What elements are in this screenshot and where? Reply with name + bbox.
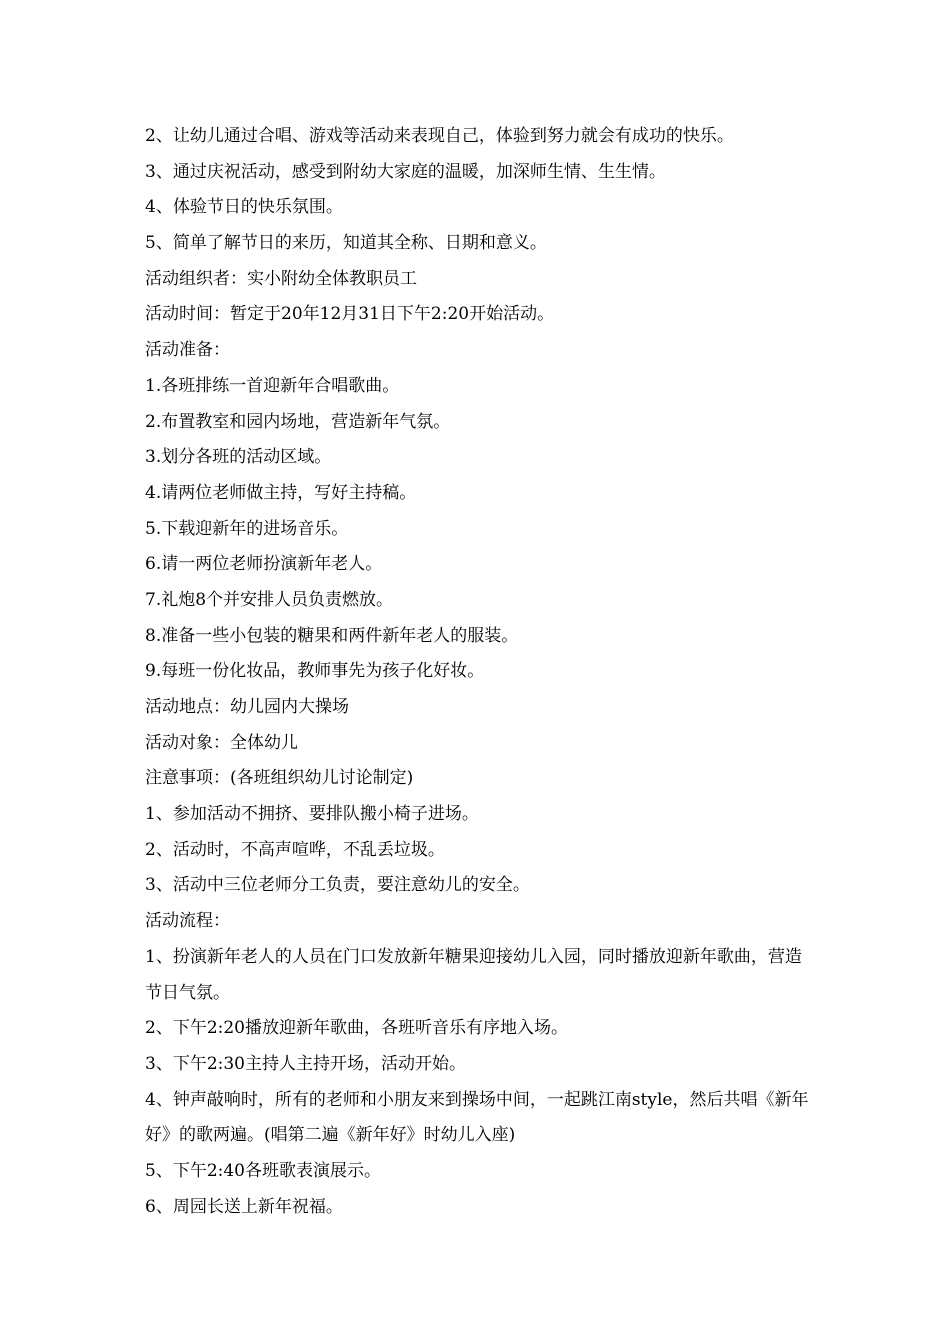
prep-item-6: 6.请一两位老师扮演新年老人。 bbox=[145, 554, 383, 575]
prep-item-9: 9.每班一份化妆品，教师事先为孩子化好妆。 bbox=[145, 661, 485, 682]
location-line: 活动地点：幼儿园内大操场 bbox=[145, 697, 349, 717]
audience-line: 活动对象：全体幼儿 bbox=[145, 732, 298, 753]
process-item-4: 4、钟声敲响时，所有的老师和小朋友来到操场中间，一起跳江南style，然后共唱《新年好》的歌两遍。(唱第二遍《新年好》时幼儿入座) bbox=[145, 1089, 809, 1146]
time-line: 活动时间：暂定于20年12月31日下午2:20开始活动。 bbox=[145, 304, 555, 325]
process-item-2: 2、下午2:20播放迎新年歌曲，各班听音乐有序地入场。 bbox=[145, 1018, 568, 1039]
prep-item-1: 1.各班排练一首迎新年合唱歌曲。 bbox=[145, 375, 400, 396]
prep-item-7: 7.礼炮8个并安排人员负责燃放。 bbox=[145, 589, 394, 610]
note-item-3: 3、活动中三位老师分工负责，要注意幼儿的安全。 bbox=[145, 875, 530, 896]
goal-item-3: 3、通过庆祝活动，感受到附幼大家庭的温暖，加深师生情、生生情。 bbox=[145, 161, 666, 182]
prep-item-8: 8.准备一些小包装的糖果和两件新年老人的服装。 bbox=[145, 625, 519, 646]
prep-item-4: 4.请两位老师做主持，写好主持稿。 bbox=[145, 482, 417, 503]
prep-item-3: 3.划分各班的活动区域。 bbox=[145, 447, 332, 468]
goal-item-5: 5、简单了解节日的来历，知道其全称、日期和意义。 bbox=[145, 233, 547, 254]
prep-item-5: 5.下载迎新年的进场音乐。 bbox=[145, 518, 349, 539]
goal-item-2: 2、让幼儿通过合唱、游戏等活动来表现自己，体验到努力就会有成功的快乐。 bbox=[145, 126, 734, 146]
prep-item-2: 2.布置教室和园内场地，营造新年气氛。 bbox=[145, 411, 451, 432]
organizer-line: 活动组织者：实小附幼全体教职员工 bbox=[145, 268, 417, 289]
process-heading: 活动流程： bbox=[145, 911, 230, 932]
note-item-2: 2、活动时，不高声喧哗，不乱丢垃圾。 bbox=[145, 839, 445, 860]
notes-heading: 注意事项：(各班组织幼儿讨论制定) bbox=[145, 768, 414, 789]
process-item-5: 5、下午2:40各班歌表演展示。 bbox=[145, 1161, 381, 1181]
document-body bbox=[145, 119, 815, 1225]
process-item-3: 3、下午2:30主持人主持开场，活动开始。 bbox=[145, 1053, 466, 1074]
preparation-heading: 活动准备： bbox=[145, 340, 230, 361]
note-item-1: 1、参加活动不拥挤、要排队搬小椅子进场。 bbox=[145, 804, 479, 825]
goal-item-4: 4、体验节日的快乐氛围。 bbox=[145, 197, 343, 218]
process-item-1: 1、扮演新年老人的人员在门口发放新年糖果迎接幼儿入园，同时播放迎新年歌曲，营造节日气氛。 bbox=[145, 946, 802, 1003]
process-item-6: 6、周园长送上新年祝福。 bbox=[145, 1196, 343, 1217]
